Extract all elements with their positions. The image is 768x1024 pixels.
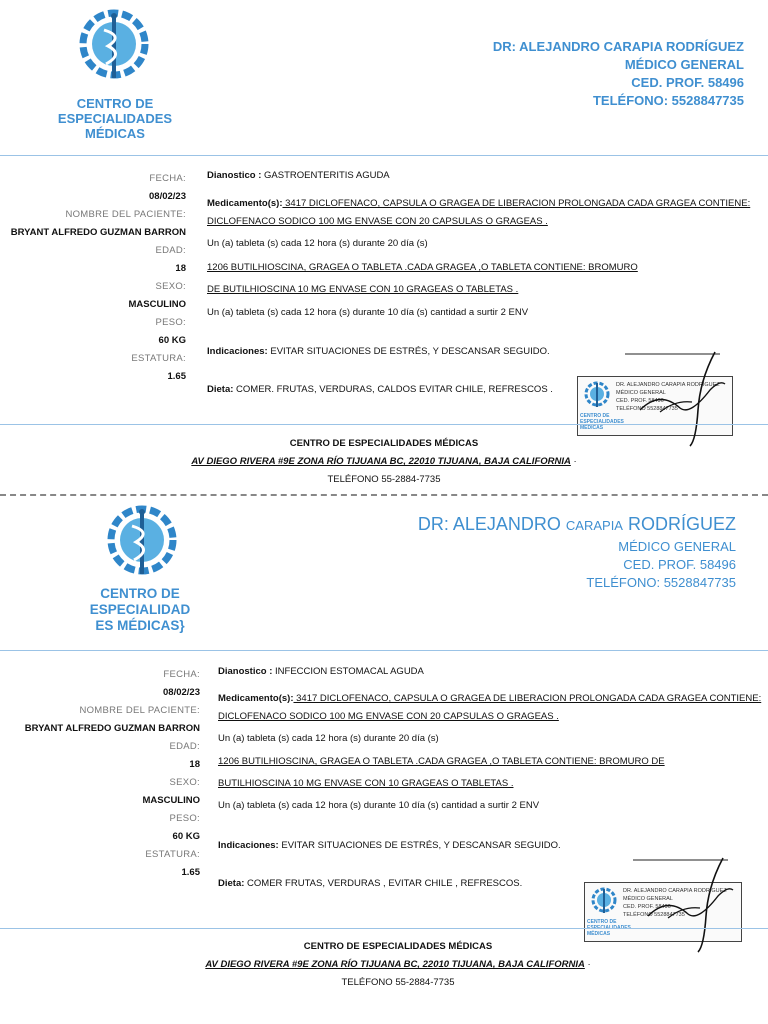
clinic-logo-text: CENTRO DE ESPECIALIDAD ES MÉDICAS} xyxy=(89,586,191,633)
header-divider xyxy=(0,155,768,156)
estatura-label: ESTATURA: xyxy=(131,353,186,364)
dx-value: INFECCION ESTOMACAL AGUDA xyxy=(272,666,424,677)
peso-value: 60 KG xyxy=(158,335,186,346)
stamp-line1: DR. ALEJANDRO CARAPIA RODRÍGUEZ xyxy=(623,888,727,894)
caduceus-logo-icon xyxy=(106,504,178,582)
footer-divider xyxy=(0,928,768,929)
paciente-label: NOMBRE DEL PACIENTE: xyxy=(65,209,186,220)
dose1: Un (a) tableta (s) cada 12 hora (s) durante 20 día (s) xyxy=(207,238,428,249)
paciente-value: BRYANT ALFREDO GUZMAN BARRON xyxy=(10,227,186,238)
peso-label: PESO: xyxy=(169,813,200,824)
stamp-logo-line1: CENTRO DE xyxy=(580,413,610,419)
stamp-line4: TELÉFONO 5528847735 xyxy=(623,912,685,918)
doctor-title: MÉDICO GENERAL xyxy=(618,539,736,554)
footer-dot: · xyxy=(573,456,577,467)
dieta-label: Dieta: xyxy=(218,878,245,889)
dieta-value: COMER FRUTAS, VERDURAS , EVITAR CHILE , REFRESCOS. xyxy=(244,878,523,889)
fecha-label: FECHA: xyxy=(149,173,186,184)
dx-value: GASTROENTERITIS AGUDA xyxy=(261,170,390,181)
med2-line1: 1206 BUTILHIOSCINA, GRAGEA O TABLETA .CADA GRAGEA ,O TABLETA CONTIENE: BROMURO DE xyxy=(218,756,665,767)
doctor-phone: TELÉFONO: 5528847735 xyxy=(586,575,736,590)
edad-value: 18 xyxy=(189,759,200,770)
ind-label: Indicaciones: xyxy=(207,346,268,357)
estatura-value: 1.65 xyxy=(181,867,200,878)
dx-label: Dianostico : xyxy=(207,170,262,181)
prescription-2 xyxy=(0,500,768,1000)
doctor-header xyxy=(493,38,744,110)
edad-label: EDAD: xyxy=(169,741,200,752)
dose2: Un (a) tableta (s) cada 12 hora (s) durante 10 día (s) cantidad a surtir 2 ENV xyxy=(218,800,540,811)
doctor-header xyxy=(418,512,736,592)
stamp-logo-line2: ESPECIALIDADES xyxy=(580,419,624,425)
peso-value: 60 KG xyxy=(172,831,200,842)
footer-divider xyxy=(0,424,768,425)
footer-clinic: CENTRO DE ESPECIALIDADES MÉDICAS xyxy=(303,941,493,952)
stamp-logo-line3: MÉDICAS xyxy=(580,425,604,431)
cut-line xyxy=(0,494,768,496)
doctor-cedula: CED. PROF. 58496 xyxy=(623,557,736,572)
stamp-line3: CED. PROF. 58496 xyxy=(616,398,664,404)
dieta-value: COMER. FRUTAS, VERDURAS, CALDOS EVITAR CHILE, REFRESCOS . xyxy=(233,384,553,395)
med2-line2: DE BUTILHIOSCINA 10 MG ENVASE CON 10 GRAGEAS O TABLETAS . xyxy=(207,284,519,295)
clinic-logo-text: CENTRO DE ESPECIALIDADES MÉDICAS xyxy=(57,96,173,141)
med1-line2: DICLOFENACO SODICO 100 MG ENVASE CON 20 CAPSULAS O GRAGEAS . xyxy=(218,711,559,722)
sexo-value: MASCULINO xyxy=(128,299,186,310)
med-label: Medicamento(s): xyxy=(218,693,294,704)
doctor-phone: TELÉFONO: 5528847735 xyxy=(592,93,744,108)
fecha-value: 08/02/23 xyxy=(149,191,186,202)
stamp-logo-icon xyxy=(591,887,617,915)
patient-info xyxy=(14,666,200,882)
footer-address: AV DIEGO RIVERA #9E ZONA RÍO TIJUANA BC, 22010 TIJUANA, BAJA CALIFORNIA xyxy=(205,959,585,970)
stamp-logo-line3: MÉDICAS xyxy=(587,931,611,937)
dieta-label: Dieta: xyxy=(207,384,234,395)
patient-info xyxy=(0,170,186,386)
edad-value: 18 xyxy=(175,263,186,274)
footer-address: AV DIEGO RIVERA #9E ZONA RÍO TIJUANA BC, 22010 TIJUANA, BAJA CALIFORNIA xyxy=(191,456,571,467)
estatura-value: 1.65 xyxy=(167,371,186,382)
peso-label: PESO: xyxy=(155,317,186,328)
doctor-name: DR: ALEJANDRO CARAPIA RODRÍGUEZ xyxy=(417,514,736,534)
sexo-value: MASCULINO xyxy=(142,795,200,806)
doctor-title: MÉDICO GENERAL xyxy=(624,57,744,72)
med-label: Medicamento(s): xyxy=(207,198,283,209)
stamp-line2: MÉDICO GENERAL xyxy=(623,896,673,902)
ind-label: Indicaciones: xyxy=(218,840,279,851)
fecha-value: 08/02/23 xyxy=(163,687,200,698)
paciente-value: BRYANT ALFREDO GUZMAN BARRON xyxy=(24,723,200,734)
dose1: Un (a) tableta (s) cada 12 hora (s) durante 20 día (s) xyxy=(218,733,439,744)
footer-phone: TELÉFONO 55-2884-7735 xyxy=(327,474,441,485)
sexo-label: SEXO: xyxy=(169,777,200,788)
sexo-label: SEXO: xyxy=(155,281,186,292)
med1-line2: DICLOFENACO SODICO 100 MG ENVASE CON 20 CAPSULAS O GRAGEAS . xyxy=(207,216,548,227)
stamp-line1: DR. ALEJANDRO CARAPIA RODRÍGUEZ xyxy=(616,382,720,388)
footer xyxy=(0,435,768,489)
med2-line1: 1206 BUTILHIOSCINA, GRAGEA O TABLETA .CADA GRAGEA ,O TABLETA CONTIENE: BROMURO xyxy=(207,262,638,273)
stamp-line3: CED. PROF. 58496 xyxy=(623,904,671,910)
footer-clinic: CENTRO DE ESPECIALIDADES MÉDICAS xyxy=(289,438,479,449)
footer xyxy=(14,938,768,992)
ind-value: EVITAR SITUACIONES DE ESTRÉS, Y DESCANSAR SEGUIDO. xyxy=(278,840,561,851)
dose2: Un (a) tableta (s) cada 12 hora (s) durante 10 día (s) cantidad a surtir 2 ENV xyxy=(207,307,529,318)
stamp-logo-line1: CENTRO DE xyxy=(587,919,617,925)
caduceus-logo-icon xyxy=(78,8,150,86)
ind-value: EVITAR SITUACIONES DE ESTRÉS, Y DESCANSAR SEGUIDO. xyxy=(267,346,550,357)
footer-phone: TELÉFONO 55-2884-7735 xyxy=(341,977,455,988)
stamp-logo-line2: ESPECIALIDADES xyxy=(587,925,631,931)
doctor-cedula: CED. PROF. 58496 xyxy=(631,75,744,90)
dx-label: Dianostico : xyxy=(218,666,273,677)
edad-label: EDAD: xyxy=(155,245,186,256)
med1-line1: 3417 DICLOFENACO, CAPSULA O GRAGEA DE LIBERACION PROLONGADA CADA GRAGEA CONTIENE: xyxy=(293,693,762,704)
fecha-label: FECHA: xyxy=(163,669,200,680)
stamp-logo-icon xyxy=(584,381,610,409)
footer-dot: · xyxy=(587,959,591,970)
estatura-label: ESTATURA: xyxy=(145,849,200,860)
header-divider xyxy=(0,650,768,651)
med2-line2: BUTILHIOSCINA 10 MG ENVASE CON 10 GRAGEAS O TABLETAS . xyxy=(218,778,514,789)
stamp-line4: TELÉFONO 5528847735 xyxy=(616,406,678,412)
prescription-1 xyxy=(0,0,768,500)
stamp-line2: MÉDICO GENERAL xyxy=(616,390,666,396)
doctor-name: DR: ALEJANDRO CARAPIA RODRÍGUEZ xyxy=(492,39,744,54)
med1-line1: 3417 DICLOFENACO, CAPSULA O GRAGEA DE LIBERACION PROLONGADA CADA GRAGEA CONTIENE: xyxy=(282,198,751,209)
paciente-label: NOMBRE DEL PACIENTE: xyxy=(79,705,200,716)
